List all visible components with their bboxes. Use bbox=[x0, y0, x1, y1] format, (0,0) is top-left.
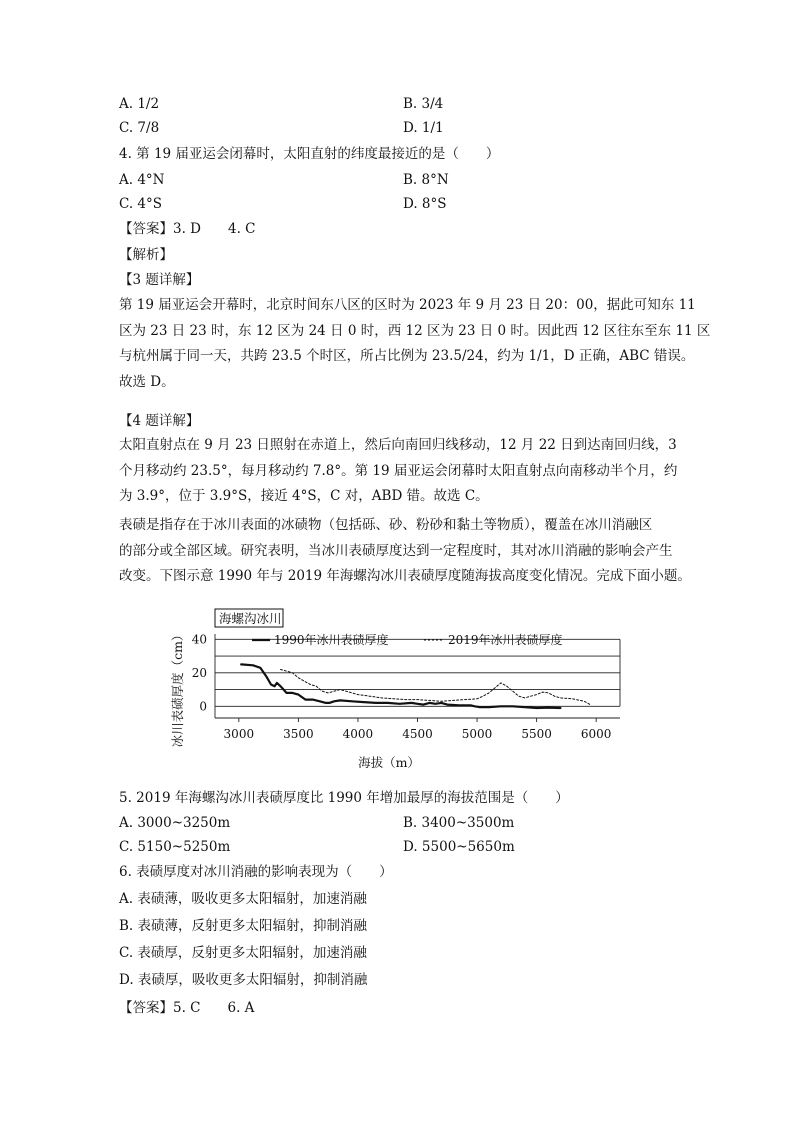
x-tick-label: 5000 bbox=[461, 727, 493, 741]
q6-option-a: A. 表碛薄，吸收更多太阳辐射，加速消融 bbox=[119, 891, 367, 907]
x-tick-label: 3000 bbox=[223, 727, 255, 741]
legend-label-1990: 1990年冰川表碛厚度 bbox=[274, 633, 389, 647]
q4-stem: 4. 第 19 届亚运会闭幕时，太阳直射的纬度最接近的是（ ） bbox=[119, 146, 500, 162]
q5-option-c: C. 5150~5250m bbox=[119, 839, 231, 855]
q3-detail-line: 区为 23 日 23 时，东 12 区为 24 日 0 时，西 12 区为 23 日 0 时。因此西 12 区往东至东 11 区 bbox=[119, 322, 711, 339]
chart-title: 海螺沟冰川 bbox=[219, 611, 282, 626]
chart-series bbox=[241, 664, 590, 708]
series-line-2019 bbox=[281, 670, 591, 705]
q5-option-a: A. 3000~3250m bbox=[119, 815, 231, 831]
y-axis-label: 冰川表碛厚度（cm） bbox=[170, 628, 185, 748]
intro-line: 表碛是指存在于冰川表面的冰碛物（包括砾、砂、粉砂和黏土等物质），覆盖在冰川消融区 bbox=[119, 517, 653, 533]
chart-intro-text bbox=[119, 513, 691, 590]
intro-line: 改变。下图示意 1990 年与 2019 年海螺沟冰川表碛厚度随海拔高度变化情况。完成下面小题。 bbox=[119, 568, 691, 584]
y-tick-label: 0 bbox=[199, 699, 207, 714]
q6-option-c: C. 表碛厚，反射更多太阳辐射，加速消融 bbox=[119, 945, 367, 961]
q6-option-d: D. 表碛厚，吸收更多太阳辐射，抑制消融 bbox=[119, 972, 368, 988]
q3-detail-line: 第 19 届亚运会开幕时，北京时间东八区的区时为 2023 年 9 月 23 日 20：00，据此可知东 11 bbox=[119, 297, 696, 313]
q5-stem: 5. 2019 年海螺沟冰川表碛厚度比 1990 年增加最厚的海拔范围是（ ） bbox=[119, 790, 569, 806]
glacier-debris-chart bbox=[170, 606, 630, 776]
x-tick-label: 4500 bbox=[402, 727, 433, 741]
q4-option-a: A. 4°N bbox=[119, 172, 165, 188]
q6-option-b: B. 表碛薄，反射更多太阳辐射，抑制消融 bbox=[119, 918, 368, 934]
y-tick-label: 40 bbox=[191, 632, 207, 647]
q4-detail-text bbox=[119, 433, 679, 510]
x-tick-label: 6000 bbox=[580, 727, 612, 741]
chart-axes bbox=[192, 632, 620, 741]
q4-detail-line: 太阳直射点在 9 月 23 日照射在赤道上，然后向南回归线移动，12 月 22 日到达南回归线，3 bbox=[119, 437, 677, 453]
q3-detail-text bbox=[119, 293, 711, 395]
q4-detail-heading: 【4 题详解】 bbox=[119, 413, 200, 429]
q4-option-b: B. 8°N bbox=[403, 172, 449, 188]
q3-option-b: B. 3/4 bbox=[403, 96, 444, 112]
q6-stem: 6. 表碛厚度对冰川消融的影响表现为（ ） bbox=[119, 864, 393, 880]
series-line-1990 bbox=[241, 664, 560, 708]
q4-option-c: C. 4°S bbox=[119, 196, 163, 212]
answer-3-4: 【答案】3. D 4. C bbox=[119, 221, 256, 237]
q4-option-d: D. 8°S bbox=[403, 196, 447, 212]
q3-option-a: A. 1/2 bbox=[119, 96, 160, 112]
q3-detail-line: 与杭州属于同一天，共跨 23.5 个时区，所占比例为 23.5/24，约为 1/1，D 正确，ABC 错误。 bbox=[119, 348, 695, 364]
q3-option-d: D. 1/1 bbox=[403, 120, 444, 136]
x-axis-label: 海拔（m） bbox=[358, 755, 420, 770]
x-tick-label: 3500 bbox=[283, 727, 314, 741]
q3-detail-line: 故选 D。 bbox=[119, 373, 175, 390]
q4-detail-line: 个月移动约 23.5°，每月移动约 7.8°。第 19 届亚运会闭幕时太阳直射点向南移动半个月，约 bbox=[119, 462, 678, 479]
chart-grid bbox=[215, 639, 620, 706]
analysis-label: 【解析】 bbox=[119, 247, 173, 263]
y-tick-label: 20 bbox=[191, 665, 207, 680]
q3-detail-heading: 【3 题详解】 bbox=[119, 272, 200, 288]
q5-option-b: B. 3400~3500m bbox=[403, 815, 515, 831]
x-tick-label: 4000 bbox=[342, 727, 374, 741]
q4-detail-line: 为 3.9°，位于 3.9°S，接近 4°S，C 对，ABD 错。故选 C。 bbox=[119, 488, 489, 504]
q3-option-c: C. 7/8 bbox=[119, 120, 160, 136]
answer-5-6: 【答案】5. C 6. A bbox=[119, 1000, 255, 1016]
legend-label-2019: 2019年冰川表碛厚度 bbox=[448, 633, 563, 647]
intro-line: 的部分或全部区域。研究表明，当冰川表碛厚度达到一定程度时，其对冰川消融的影响会产生 bbox=[119, 542, 673, 559]
q5-option-d: D. 5500~5650m bbox=[403, 839, 515, 855]
x-tick-label: 5500 bbox=[521, 727, 552, 741]
